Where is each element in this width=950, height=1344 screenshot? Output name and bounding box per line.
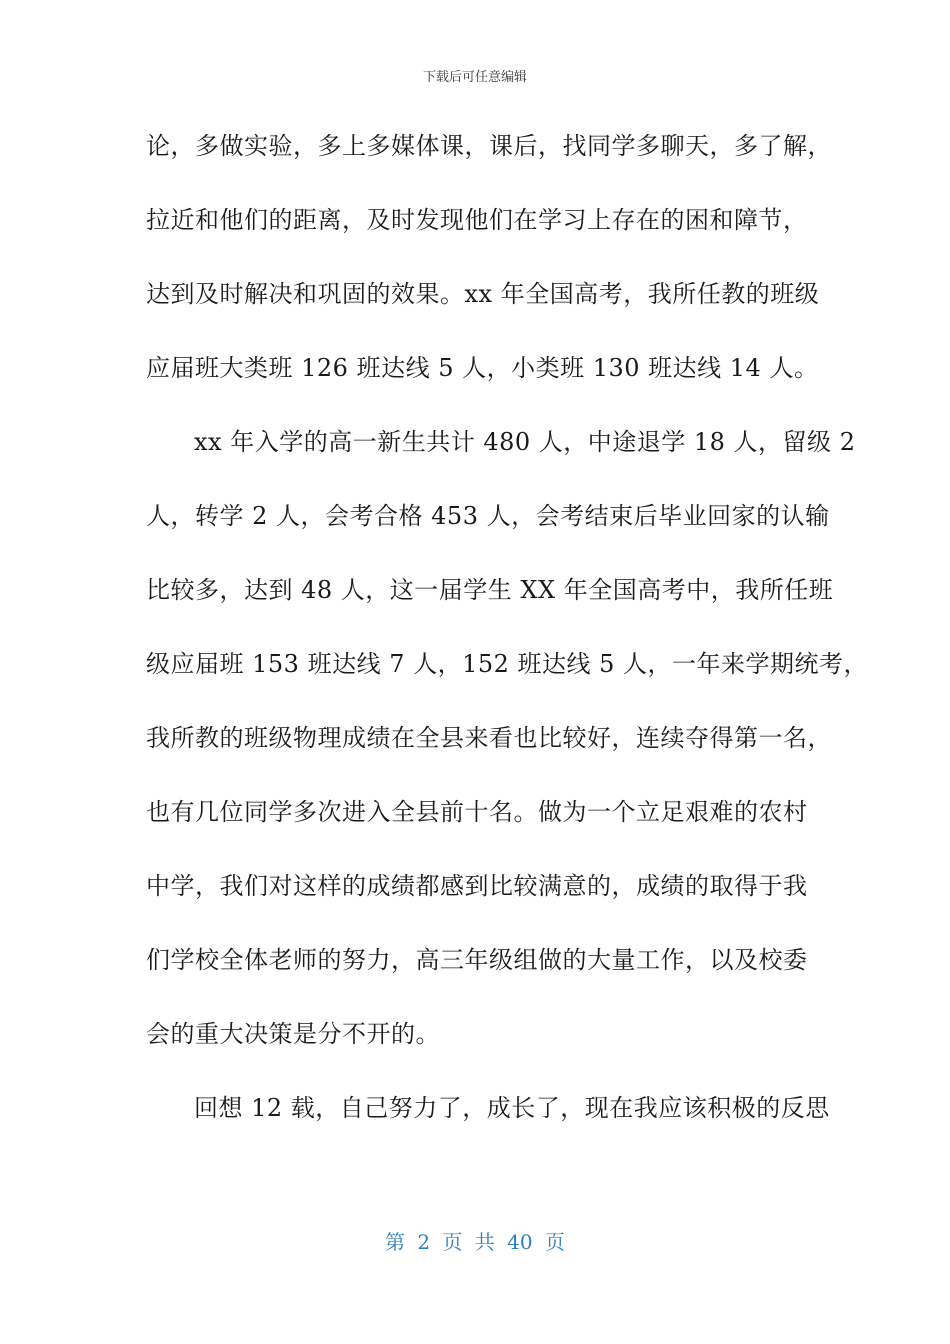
text-line: 比较多，达到 48 人，这一届学生 XX 年全国高考中，我所任班 (146, 576, 834, 604)
text-line: 应届班大类班 126 班达线 5 人，小类班 130 班达线 14 人。 (146, 354, 819, 382)
page-number: 第 2 页 共 40 页 (385, 1230, 565, 1254)
text-line: 达到及时解决和巩固的效果。xx 年全国高考，我所任教的班级 (146, 280, 820, 308)
text-line: 也有几位同学多次进入全县前十名。做为一个立足艰难的农村 (146, 798, 808, 826)
text-line: 会的重大决策是分不开的。 (146, 1020, 440, 1048)
header-note: 下载后可任意编辑 (422, 70, 527, 85)
text-line: 拉近和他们的距离，及时发现他们在学习上存在的困和障节， (146, 206, 808, 234)
text-line: 论，多做实验，多上多媒体课，课后，找同学多聊天，多了解， (146, 132, 832, 160)
text-line: 级应届班 153 班达线 7 人，152 班达线 5 人，一年来学期统考， (146, 650, 869, 678)
text-line: 中学，我们对这样的成绩都感到比较满意的，成绩的取得于我 (146, 872, 808, 900)
paragraph-start-line: 回想 12 载，自己努力了，成长了，现在我应该积极的反思 (194, 1094, 830, 1122)
text-line: 们学校全体老师的努力，高三年级组做的大量工作，以及校委 (146, 946, 808, 974)
paragraph-start-line: xx 年入学的高一新生共计 480 人，中途退学 18 人，留级 2 (194, 428, 856, 456)
text-line: 我所教的班级物理成绩在全县来看也比较好，连续夺得第一名， (146, 724, 832, 752)
document-body (146, 126, 869, 1162)
text-line: 人，转学 2 人，会考合格 453 人，会考结束后毕业回家的认输 (146, 502, 830, 530)
